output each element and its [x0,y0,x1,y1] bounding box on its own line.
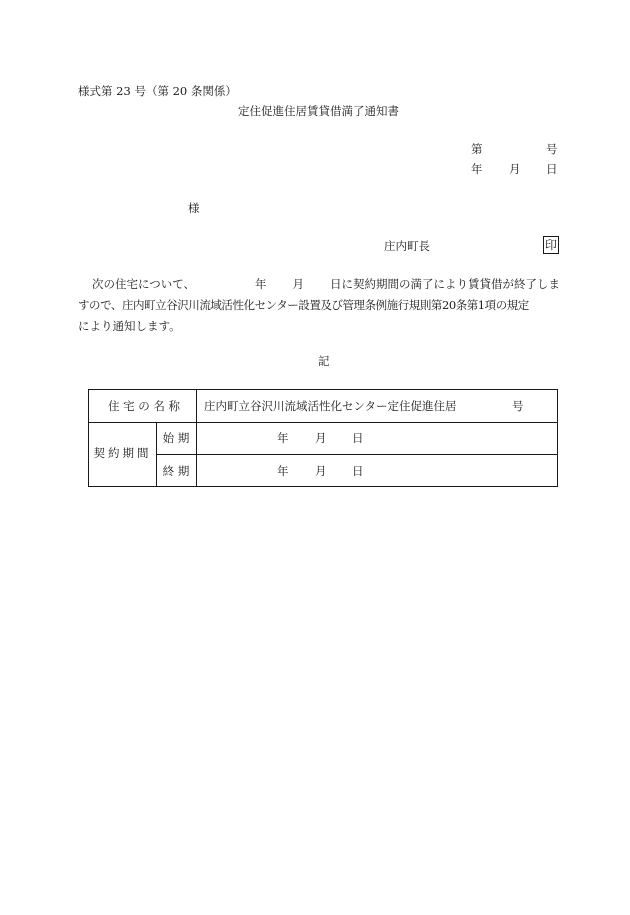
end-day: 日 [352,464,364,478]
detail-table [88,389,558,487]
body-line1-month: 月 [292,277,305,291]
notice-body [78,274,561,337]
date-year: 年 [471,162,483,176]
form-number: 様式第 23 号（第 20 条関係） [78,84,237,98]
contract-period-label: 契約期間 [93,446,152,460]
start-period-label: 始 期 [162,431,190,445]
start-day: 日 [352,431,364,445]
body-line1-rest: 日に契約期間の満了により賃貸借が終了しま [330,277,561,291]
house-number-suffix: 号 [512,399,524,413]
start-month: 月 [315,431,327,445]
end-period-label: 終 期 [162,464,190,478]
ki-heading: 記 [318,354,330,368]
seal-mark: 印 [545,238,558,252]
date-month: 月 [509,162,521,176]
table-rule-col-value [196,390,197,486]
end-year: 年 [277,464,289,478]
body-line-1 [78,274,561,295]
start-year: 年 [277,431,289,445]
issuer-title: 庄内町長 [384,239,430,253]
body-line1-start: 次の住宅について、 [92,277,196,291]
end-month: 月 [315,464,327,478]
document-title: 定住促進住居賃貸借満了通知書 [238,104,399,118]
house-name-label: 住 宅 の 名 称 [107,399,181,413]
table-rule-row1 [89,422,557,423]
addressee-honorific: 様 [188,201,200,215]
reference-number-suffix: 号 [546,142,558,156]
house-name-value: 庄内町立谷沢川流域活性化センター定住促進住居 [204,399,457,413]
body-line-2: すので、庄内町立谷沢川流域活性化センター設置及び管理条例施行規則第20条第1項の規定 [78,298,529,312]
date-day: 日 [546,162,558,176]
reference-number-prefix: 第 [471,142,483,156]
body-line-3: により通知します。 [78,319,181,333]
table-rule-row2 [156,454,557,455]
body-line1-year: 年 [255,277,267,291]
